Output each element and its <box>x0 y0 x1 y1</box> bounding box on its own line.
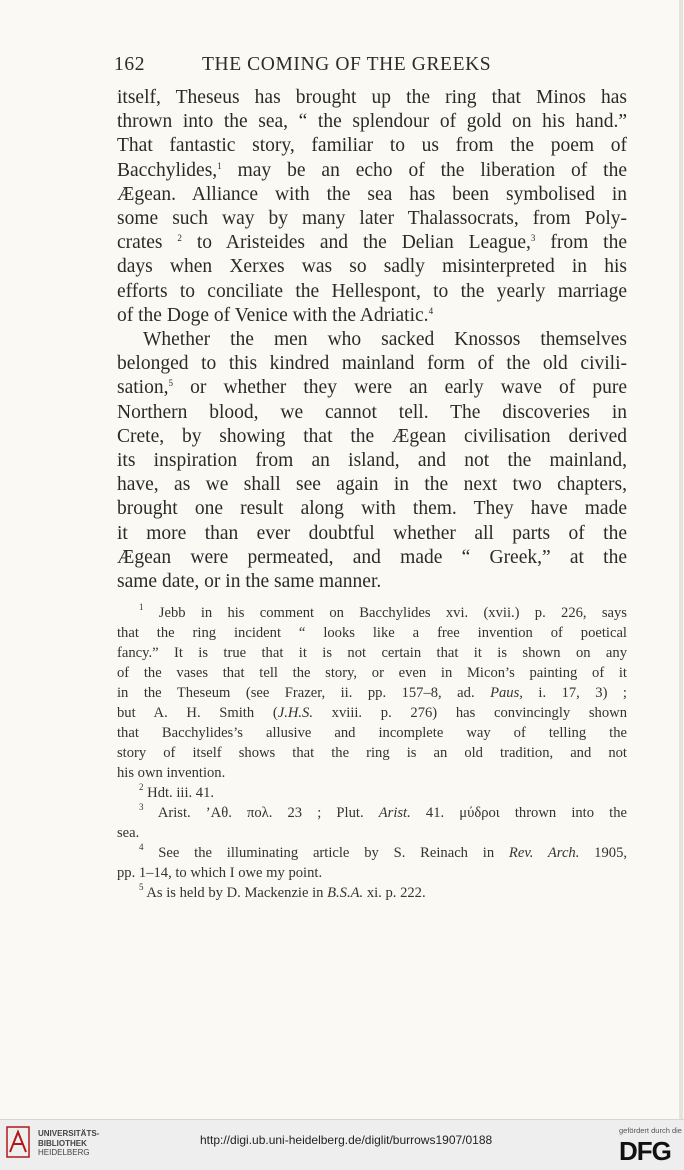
text-line <box>117 449 627 473</box>
text-line <box>117 763 627 783</box>
line-text: As is held by D. Mackenzie in <box>143 885 328 901</box>
line-text: Ægean. Alliance with the sea has been symbolised in <box>117 183 627 205</box>
line-text: Northern blood, we cannot tell. The discoveries in <box>117 401 627 423</box>
text-line <box>117 823 627 843</box>
line-text: or whether they were an early wave of pure <box>172 377 627 399</box>
text-line <box>117 546 627 570</box>
text-line <box>117 86 627 110</box>
line-text: may be an echo of the liberation of the <box>221 159 627 181</box>
footnote-ref: 5 <box>168 378 173 389</box>
line-text: xviii. p. 276) has convincingly shown <box>312 705 627 721</box>
source-url-link[interactable]: http://digi.ub.uni-heidelberg.de/diglit/burrows1907/0188 <box>200 1133 493 1147</box>
line-text: story of itself shows that the ring is an old tradition, and not <box>117 745 627 761</box>
line-text: its inspiration from an island, and not the mainland, <box>117 450 627 471</box>
text-line <box>117 134 627 158</box>
line-text: of the vases that tell the story, or even in Micon’s painting of it <box>117 665 627 681</box>
page-number: 162 <box>114 54 146 75</box>
italic-ref: Rev. Arch. <box>508 845 580 861</box>
line-text: but A. H. Smith ( <box>117 705 278 721</box>
footnote-ref: 4 <box>428 305 434 316</box>
text-line <box>117 663 627 683</box>
line-text: Crete, by showing that the Ægean civilisation derived <box>117 425 627 447</box>
line-text: crates <box>117 232 178 254</box>
line-text: of the Doge of Venice with the Adriatic. <box>117 304 429 326</box>
line-text: Jebb in his comment on Bacchylides xvi. (xvii.) p. 226, says <box>143 605 627 621</box>
line-text: have, as we shall see again in the next two chapters, <box>117 474 627 496</box>
text-line <box>117 425 627 449</box>
line-text: itself, Theseus has brought up the ring that Minos has <box>117 87 627 108</box>
text-line <box>117 401 627 425</box>
footnote-marker: 3 <box>139 802 144 812</box>
text-line <box>139 883 627 903</box>
line-text: efforts to conciliate the Hellespont, to the yearly marriage <box>117 280 627 302</box>
footnote-marker: 5 <box>139 882 144 892</box>
line-text: that Bacchylides’s allusive and incomplete way of telling the <box>117 725 627 741</box>
text-line <box>117 683 627 703</box>
line-text: his own invention. <box>117 765 226 781</box>
library-name-line: HEIDELBERG <box>38 1148 90 1157</box>
footnote-marker: 2 <box>139 782 144 792</box>
line-text: sea. <box>117 825 140 841</box>
text-line <box>139 783 627 803</box>
line-text: belonged to this kindred mainland form of the old civili- <box>117 353 627 375</box>
line-text: xi. p. 222. <box>363 885 426 901</box>
text-line <box>117 231 627 255</box>
text-line <box>117 207 627 231</box>
line-text: that the ring incident “ looks like a free invention of poetical <box>117 625 627 641</box>
text-line <box>117 497 627 521</box>
library-name <box>38 1129 99 1158</box>
line-text: Bacchylides, <box>117 159 218 181</box>
text-line <box>117 110 627 134</box>
text-line <box>117 352 627 376</box>
line-text: See the illuminating article by S. Reinach in <box>143 845 509 861</box>
library-logo-icon <box>6 1126 30 1158</box>
italic-ref: B.S.A. <box>327 885 364 901</box>
text-line <box>117 703 627 723</box>
line-text: fancy.” It is true that it is not certain that it is shown on any <box>117 645 627 661</box>
text-line <box>117 376 627 400</box>
line-text: some such way by many later Thalassocrats, from Poly- <box>117 208 627 229</box>
text-line <box>143 328 627 352</box>
text-line <box>117 304 627 328</box>
text-line <box>117 570 627 594</box>
library-name-line: BIBLIOTHEK <box>38 1138 87 1148</box>
line-text: pp. 1–14, to which I owe my point. <box>117 865 323 881</box>
funding-note: gefördert durch die <box>619 1126 682 1135</box>
line-text: Hdt. iii. 41. <box>143 785 215 801</box>
line-text: brought one result along with them. They have made <box>117 498 627 520</box>
footnote-ref: 3 <box>530 233 536 244</box>
text-line <box>117 863 627 883</box>
italic-ref: Arist. <box>378 805 411 821</box>
text-line <box>117 255 627 279</box>
text-line <box>117 522 627 546</box>
line-text: 41. μύδροι thrown into the <box>410 805 627 821</box>
italic-ref: J.H.S. <box>277 705 313 721</box>
text-line <box>117 280 627 304</box>
line-text: to Aristeides and the Delian League, <box>181 232 531 254</box>
text-line <box>117 183 627 207</box>
text-line <box>139 803 627 823</box>
line-text: i. 17, 3) ; <box>522 685 627 701</box>
line-text: 1905, <box>579 845 628 861</box>
footnote-ref: 1 <box>217 160 222 171</box>
text-line <box>117 623 627 643</box>
footnote-marker: 1 <box>139 602 144 612</box>
dfg-logo: DFG <box>619 1136 671 1166</box>
line-text: same date, or in the same manner. <box>117 571 382 592</box>
line-text: from the <box>535 232 627 254</box>
running-header <box>114 54 544 84</box>
line-text: Arist. ’Αθ. πολ. 23 ; Plut. <box>143 805 379 821</box>
line-text: it more than ever doubtful whether all parts of the <box>117 522 627 544</box>
line-text: Whether the men who sacked Knossos themselves <box>143 329 627 350</box>
text-line <box>117 743 627 763</box>
text-line <box>117 159 627 183</box>
footnote-ref: 2 <box>177 233 182 244</box>
line-text: Ægean were permeated, and made “ Greek,” at the <box>117 546 627 568</box>
text-line <box>139 603 627 623</box>
line-text: days when Xerxes was so sadly misinterpreted in his <box>117 256 627 278</box>
line-text: in the Theseum (see Frazer, ii. pp. 157–8, ad. <box>117 685 491 701</box>
line-text: sation, <box>117 377 169 399</box>
scan-edge <box>679 0 683 1119</box>
text-line <box>117 643 627 663</box>
running-title: THE COMING OF THE GREEKS <box>202 54 492 75</box>
line-text: That fantastic story, familiar to us from the poem of <box>117 135 627 157</box>
text-line <box>139 843 627 863</box>
footnote-marker: 4 <box>139 842 144 852</box>
library-name-line: UNIVERSITÄTS- <box>38 1129 100 1138</box>
line-text: thrown into the sea, “ the splendour of gold on his hand.” <box>117 111 627 133</box>
text-line <box>117 473 627 497</box>
text-line <box>117 723 627 743</box>
italic-ref: Paus, <box>490 685 523 701</box>
